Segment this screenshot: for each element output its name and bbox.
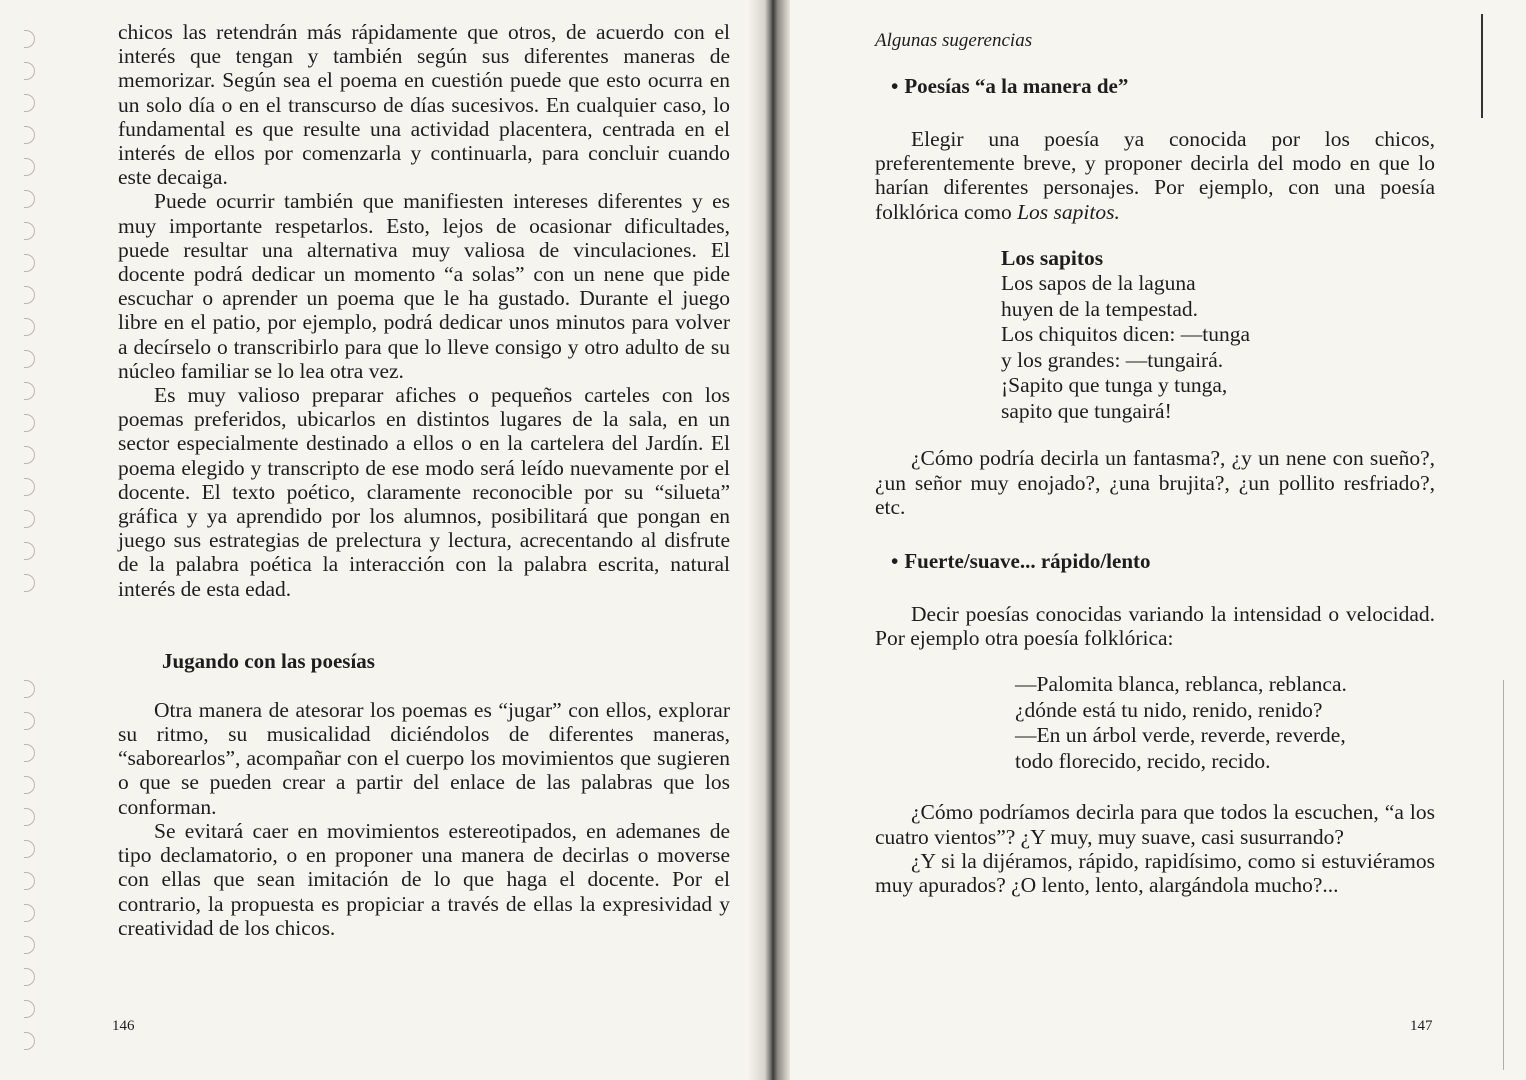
page-number: 147 bbox=[1410, 1018, 1433, 1034]
page-edge-line bbox=[1481, 14, 1483, 118]
bullet-icon: • bbox=[891, 548, 899, 573]
poem-block bbox=[1015, 672, 1435, 774]
poem-line: sapito que tungairá! bbox=[1001, 398, 1172, 423]
binding-ring bbox=[24, 126, 35, 144]
binding-ring bbox=[24, 840, 35, 858]
binding-ring bbox=[24, 318, 35, 336]
body-paragraph: Es muy valioso preparar afiches o pequeños carteles con los poemas preferidos, ubicarlos en distintos lugares de la sala, en un sector especialmente destinado a ellos o en la cartelera del Jardín. El poema elegido y transcripto de ese modo será leído nuevamente por el docente. El texto poético, claramente reconocible por su “silueta” gráfica y ya aprendido por los alumnos, posibilitará que pongan en juego sus estrategias de prelectura y lectura, acrecentando al disfrute de la palabra poética la interacción con la palabra escrita, natural interés de esta edad. bbox=[118, 383, 730, 601]
binding-ring bbox=[24, 30, 35, 48]
binding-rings bbox=[16, 20, 46, 1070]
binding-ring bbox=[24, 574, 35, 592]
body-paragraph: Puede ocurrir también que manifiesten intereses diferentes y es muy importante respetarlos. Esto, lejos de ocasionar dificultades, puede resultar una alternativa muy valiosa de vinculaciones. El docente podrá dedicar un momento “a solas” con un nene que pide escuchar o aprender un poema que le ha gustado. Durante el juego libre en el patio, por ejemplo, podrá dedicar unos minutos para volver a decírselo o transcribirlo para que lo lleve consigo y otro adulto de su núcleo familiar se lo lea otra vez. bbox=[118, 189, 730, 383]
binding-ring bbox=[24, 478, 35, 496]
body-paragraph: ¿Cómo podríamos decirla para que todos la escuchen, “a los cuatro vientos”? ¿Y muy, muy suave, casi susurrando? bbox=[875, 800, 1435, 849]
binding-ring bbox=[24, 350, 35, 368]
binding-ring bbox=[24, 1032, 35, 1050]
section-title: Jugando con las poesías bbox=[162, 648, 375, 673]
poem-reference: Los sapitos. bbox=[1017, 199, 1120, 224]
poem-line: huyen de la tempestad. bbox=[1001, 296, 1199, 321]
left-text-column bbox=[118, 20, 730, 940]
body-paragraph: chicos las retendrán más rápidamente que otros, de acuerdo con el interés que tengan y también según sus diferentes maneras de memorizar. Según sea el poema en cuestión puede que esto ocurra en un solo día o en el transcurso de días sucesivos. En cualquier caso, lo fundamental es que resulte una actividad placentera, centrada en el interés de ellos por comenzarla y continuarla, para concluir cuando este decaiga. bbox=[118, 20, 730, 190]
binding-ring bbox=[24, 254, 35, 272]
subsection-title-text: Fuerte/suave... rápido/lento bbox=[904, 548, 1151, 573]
poem-line: Los chiquitos dicen: —tunga bbox=[1001, 322, 1251, 347]
subsection-title-text: Poesías “a la manera de” bbox=[904, 74, 1129, 98]
body-paragraph: Se evitará caer en movimientos estereotipados, en ademanes de tipo declamatorio, o en proponer una manera de decirlas o moverse con ellas que sean imitación de lo que haga el docente. Por el contrario, la propuesta es propiciar a través de ellas la expresividad y creatividad de los chicos. bbox=[118, 818, 730, 940]
binding-ring bbox=[24, 542, 35, 560]
binding-ring bbox=[24, 510, 35, 528]
poem-line: —Palomita blanca, reblanca, reblanca. bbox=[1015, 672, 1347, 697]
binding-ring bbox=[24, 190, 35, 208]
page-edge-line bbox=[1503, 680, 1504, 1070]
binding-ring bbox=[24, 94, 35, 112]
binding-ring bbox=[24, 62, 35, 80]
body-paragraph: ¿Y si la dijéramos, rápido, rapidísimo, como si estuviéramos muy apurados? ¿O lento, lento, alargándola mucho?... bbox=[875, 848, 1435, 897]
subsection-title bbox=[891, 74, 1435, 99]
poem-title: Los sapitos bbox=[1001, 245, 1104, 270]
running-head: Algunas sugerencias bbox=[875, 30, 1033, 51]
intro-text: Elegir una poesía ya conocida por los chicos, preferentemente breve, y proponer decirla del modo en que lo harían diferentes personajes. Por ejemplo, con una poesía folklórica como bbox=[875, 127, 1435, 224]
binding-ring bbox=[24, 936, 35, 954]
body-paragraph: Otra manera de atesorar los poemas es “jugar” con ellos, explorar su ritmo, su musicalidad diciéndolos de diferentes maneras, “saborearlos”, acompañar con el cuerpo los movimientos que sugieren o que se pueden crear a partir del enlace de las palabras que los conforman. bbox=[118, 697, 730, 819]
binding-ring bbox=[24, 968, 35, 986]
bullet-icon: • bbox=[891, 74, 899, 98]
poem-line: —En un árbol verde, reverde, reverde, bbox=[1015, 723, 1346, 748]
binding-ring bbox=[24, 680, 35, 698]
subsection-title bbox=[891, 549, 1435, 574]
page-number: 146 bbox=[112, 1018, 135, 1034]
binding-ring bbox=[24, 414, 35, 432]
poem-line: todo florecido, recido, recido. bbox=[1015, 748, 1271, 773]
binding-ring bbox=[24, 286, 35, 304]
binding-ring bbox=[24, 808, 35, 826]
binding-ring bbox=[24, 222, 35, 240]
binding-ring bbox=[24, 382, 35, 400]
body-paragraph: ¿Cómo podría decirla un fantasma?, ¿y un nene con sueño?, ¿un señor muy enojado?, ¿una brujita?, ¿un pollito resfriado?, etc. bbox=[875, 446, 1435, 519]
binding-ring bbox=[24, 158, 35, 176]
binding-ring bbox=[24, 446, 35, 464]
binding-ring bbox=[24, 1000, 35, 1018]
poem-line: Los sapos de la laguna bbox=[1001, 271, 1196, 296]
binding-ring bbox=[24, 776, 35, 794]
poem-line: ¿dónde está tu nido, renido, renido? bbox=[1015, 697, 1323, 722]
binding-ring bbox=[24, 872, 35, 890]
binding-ring bbox=[24, 904, 35, 922]
book-gutter bbox=[748, 0, 796, 1080]
right-text-column bbox=[875, 30, 1435, 897]
body-paragraph bbox=[875, 127, 1435, 224]
poem-line: y los grandes: —tungairá. bbox=[1001, 347, 1224, 372]
poem-line: ¡Sapito que tunga y tunga, bbox=[1001, 373, 1228, 398]
binding-ring bbox=[24, 744, 35, 762]
poem-block bbox=[1001, 246, 1435, 425]
body-paragraph: Decir poesías conocidas variando la intensidad o velocidad. Por ejemplo otra poesía folklórica: bbox=[875, 601, 1435, 651]
binding-ring bbox=[24, 712, 35, 730]
